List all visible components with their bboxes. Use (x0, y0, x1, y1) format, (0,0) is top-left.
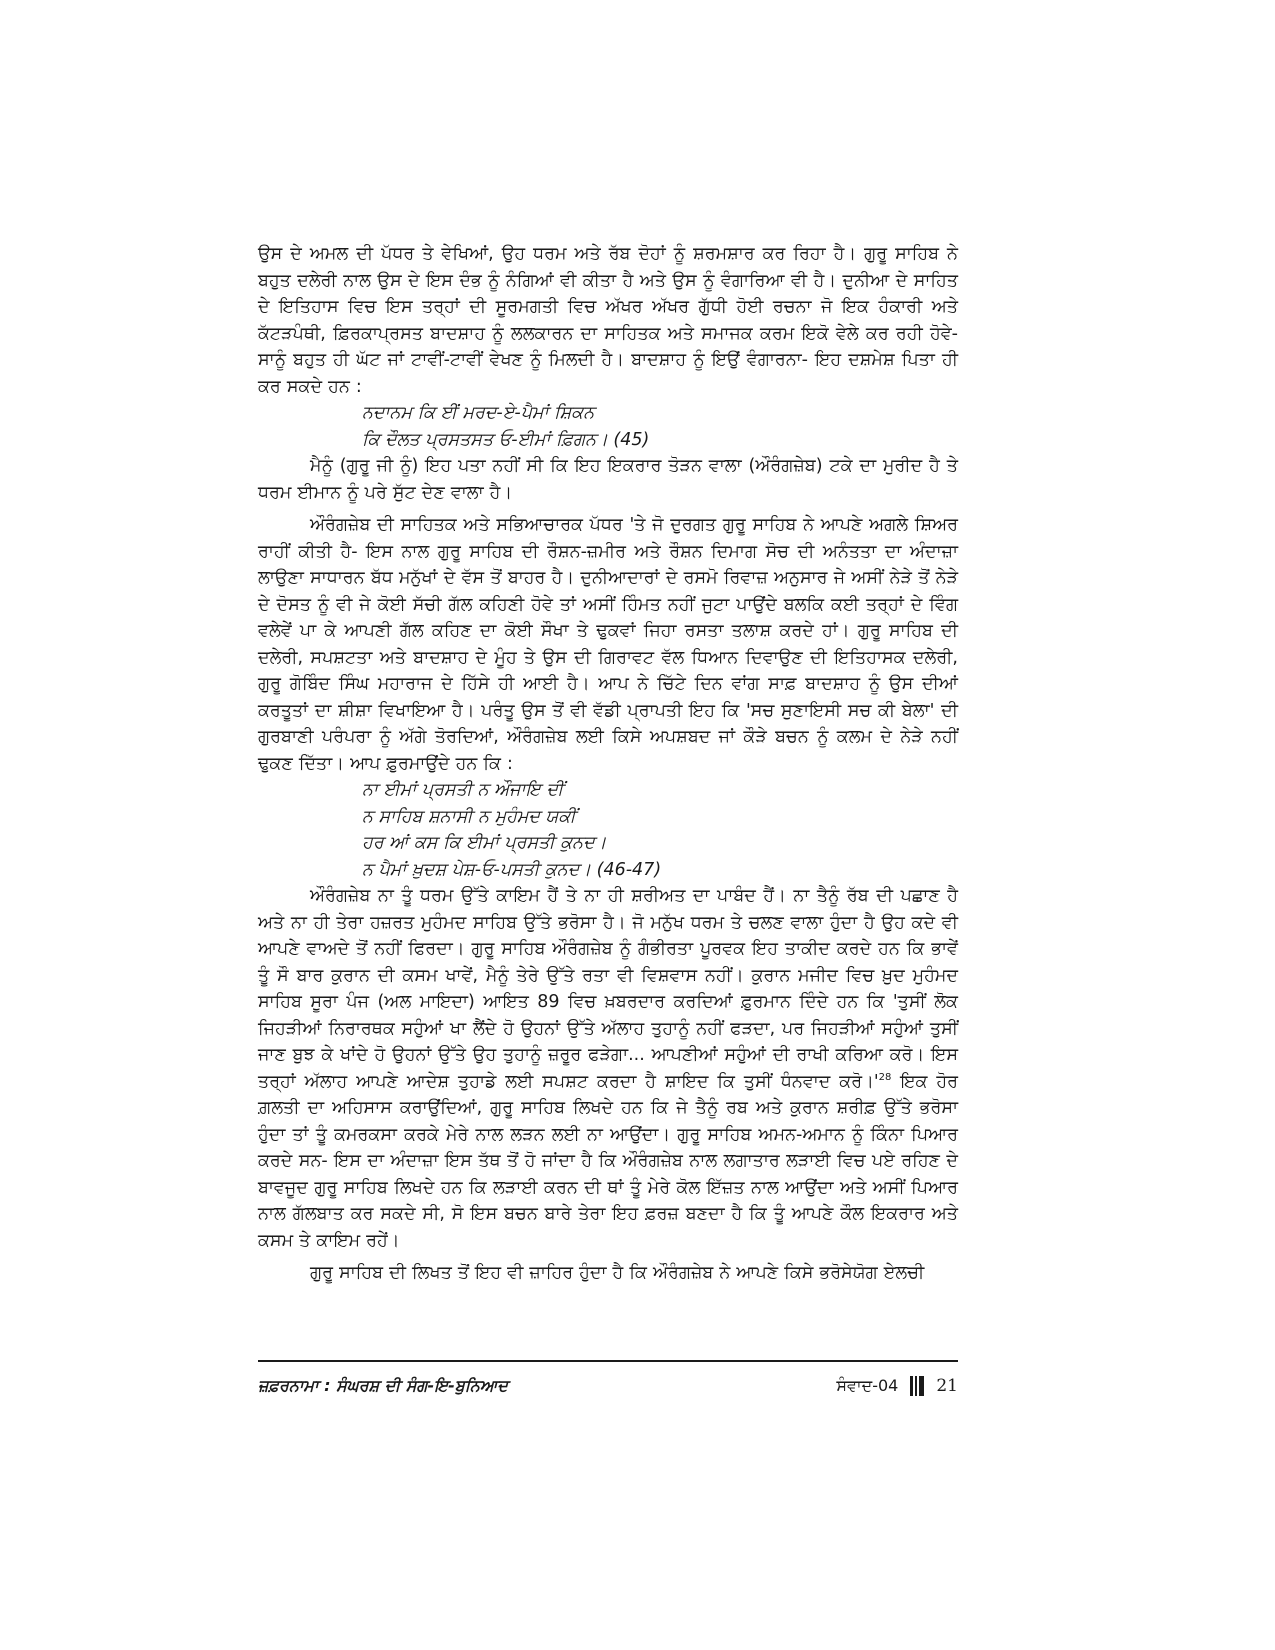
footer-rule (258, 1360, 958, 1362)
paragraph-4 (258, 883, 958, 1254)
verse-line: ਕਿ ਦੌਲਤ ਪ੍ਰਸਤਸਤ ਓ-ਈਮਾਂ ਫ਼ਿਗਨ। (45) (362, 429, 650, 450)
footnote-marker: 28 (878, 1071, 892, 1083)
barcode-icon (910, 1376, 924, 1396)
footer-issue: ਸੰਵਾਦ-04 (836, 1376, 899, 1395)
paragraph-1: ਉਸ ਦੇ ਅਮਲ ਦੀ ਪੱਧਰ ਤੇ ਵੇਖਿਆਂ, ਉਹ ਧਰਮ ਅਤੇ ਰੱਬ ਦੋਹਾਂ ਨੂੰ ਸ਼ਰਮਸ਼ਾਰ ਕਰ ਰਿਹਾ ਹੈ। ਗੁਰੂ ਸਾਹਿਬ ਨੇ ਬਹੁਤ ਦਲੇਰੀ ਨਾਲ ਉਸ ਦੇ ਇਸ ਦੰਭ ਨੂੰ ਨੰਗਿਆਂ ਵੀ ਕੀਤਾ ਹੈ ਅਤੇ ਉਸ ਨੂੰ ਵੰਗਾਰਿਆ ਵੀ ਹੈ। ਦੁਨੀਆ ਦੇ ਸਾਹਿਤ ਦੇ ਇਤਿਹਾਸ ਵਿਚ ਇਸ ਤਰ੍ਹਾਂ ਦੀ ਸੂਰਮਗਤੀ ਵਿਚ ਅੱਖਰ ਅੱਖਰ ਗੁੱਧੀ ਹੋਈ ਰਚਨਾ ਜੋ ਇਕ ਹੰਕਾਰੀ ਅਤੇ ਕੱਟੜਪੰਥੀ, ਫ਼ਿਰਕਾਪ੍ਰਸਤ ਬਾਦਸ਼ਾਹ ਨੂੰ ਲਲਕਾਰਨ ਦਾ ਸਾਹਿਤਕ ਅਤੇ ਸਮਾਜਕ ਕਰਮ ਇਕੋ ਵੇਲੇ ਕਰ ਰਹੀ ਹੋਵੇ- ਸਾਨੂੰ ਬਹੁਤ ਹੀ ਘੱਟ ਜਾਂ ਟਾਵੀਂ-ਟਾਵੀਂ ਵੇਖਣ ਨੂੰ ਮਿਲਦੀ ਹੈ। ਬਾਦਸ਼ਾਹ ਨੂੰ ਇਉਂ ਵੰਗਾਰਨਾ- ਇਹ ਦਸ਼ਮੇਸ਼ ਪਿਤਾ ਹੀ ਕਰ ਸਕਦੇ ਹਨ : (258, 244, 958, 397)
footer-book-title: ਜ਼ਫ਼ਰਨਾਮਾ : ਸੰਘਰਸ਼ ਦੀ ਸੰਗ-ਇ-ਬੁਨਿਆਦ (258, 1376, 508, 1395)
verse-line: ਨ ਪੈਮਾਂ ਖ਼ੁਦਸ਼ ਪੇਸ਼-ਓ-ਪਸਤੀ ਕੁਨਦ। (46-47) (362, 859, 662, 880)
verse-line: ਹਰ ਆਂ ਕਸ ਕਿ ਈਮਾਂ ਪ੍ਰਸਤੀ ਕੁਨਦ। (362, 833, 607, 853)
paragraph-3: ਔਰੰਗਜ਼ੇਬ ਦੀ ਸਾਹਿਤਕ ਅਤੇ ਸਭਿਆਚਾਰਕ ਪੱਧਰ 'ਤੇ ਜੋ ਦੁਰਗਤ ਗੁਰੂ ਸਾਹਿਬ ਨੇ ਆਪਣੇ ਅਗਲੇ ਸ਼ਿਅਰ ਰਾਹੀਂ ਕੀਤੀ ਹੈ- ਇਸ ਨਾਲ ਗੁਰੂ ਸਾਹਿਬ ਦੀ ਰੌਸ਼ਨ-ਜ਼ਮੀਰ ਅਤੇ ਰੌਸ਼ਨ ਦਿਮਾਗ ਸੋਚ ਦੀ ਅਨੰਤਤਾ ਦਾ ਅੰਦਾਜ਼ਾ ਲਾਉਣਾ ਸਾਧਾਰਨ ਬੱਧ ਮਨੁੱਖਾਂ ਦੇ ਵੱਸ ਤੋਂ ਬਾਹਰ ਹੈ। ਦੁਨੀਆਦਾਰਾਂ ਦੇ ਰਸਮੋ ਰਿਵਾਜ਼ ਅਨੁਸਾਰ ਜੇ ਅਸੀਂ ਨੇੜੇ ਤੋਂ ਨੇੜੇ ਦੇ ਦੋਸਤ ਨੂੰ ਵੀ ਜੇ ਕੋਈ ਸੱਚੀ ਗੱਲ ਕਹਿਣੀ ਹੋਵੇ ਤਾਂ ਅਸੀਂ ਹਿੰਮਤ ਨਹੀਂ ਜੁਟਾ ਪਾਉਂਦੇ ਬਲਕਿ ਕਈ ਤਰ੍ਹਾਂ ਦੇ ਵਿੰਗ ਵਲੇਵੇਂ ਪਾ ਕੇ ਆਪਣੀ ਗੱਲ ਕਹਿਣ ਦਾ ਕੋਈ ਸੌਖਾ ਤੇ ਢੁਕਵਾਂ ਜਿਹਾ ਰਸਤਾ ਤਲਾਸ਼ ਕਰਦੇ ਹਾਂ। ਗੁਰੂ ਸਾਹਿਬ ਦੀ ਦਲੇਰੀ, ਸਪਸ਼ਟਤਾ ਅਤੇ ਬਾਦਸ਼ਾਹ ਦੇ ਮੂੰਹ ਤੇ ਉਸ ਦੀ ਗਿਰਾਵਟ ਵੱਲ ਧਿਆਨ ਦਿਵਾਉਣ ਦੀ ਇਤਿਹਾਸਕ ਦਲੇਰੀ, ਗੁਰੂ ਗੋਬਿੰਦ ਸਿੰਘ ਮਹਾਰਾਜ ਦੇ ਹਿੱਸੇ ਹੀ ਆਈ ਹੈ। ਆਪ ਨੇ ਚਿੱਟੇ ਦਿਨ ਵਾਂਗ ਸਾਫ਼ ਬਾਦਸ਼ਾਹ ਨੂੰ ਉਸ ਦੀਆਂ ਕਰਤੂਤਾਂ ਦਾ ਸ਼ੀਸ਼ਾ ਵਿਖਾਇਆ ਹੈ। ਪਰੰਤੂ ਉਸ ਤੋਂ ਵੀ ਵੱਡੀ ਪ੍ਰਾਪਤੀ ਇਹ ਕਿ 'ਸਚ ਸੁਣਾਇਸੀ ਸਚ ਕੀ ਬੇਲਾ' ਦੀ ਗੁਰਬਾਣੀ ਪਰੰਪਰਾ ਨੂੰ ਅੱਗੇ ਤੋਰਦਿਆਂ, ਔਰੰਗਜ਼ੇਬ ਲਈ ਕਿਸੇ ਅਪਸ਼ਬਦ ਜਾਂ ਕੌੜੇ ਬਚਨ ਨੂੰ ਕਲਮ ਦੇ ਨੇੜੇ ਨਹੀਂ ਢੁਕਣ ਦਿੱਤਾ। ਆਪ ਫ਼ੁਰਮਾਉਂਦੇ ਹਨ ਕਿ : (258, 515, 958, 774)
paragraph-4-text-continued: ਇਕ ਹੋਰ ਗ਼ਲਤੀ ਦਾ ਅਹਿਸਾਸ ਕਰਾਉਂਦਿਆਂ, ਗੁਰੂ ਸਾਹਿਬ ਲਿਖਦੇ ਹਨ ਕਿ ਜੇ ਤੈਨੂੰ ਰਬ ਅਤੇ ਕੁਰਾਨ ਸ਼ਰੀਫ਼ ਉੱਤੇ ਭਰੋਸਾ ਹੁੰਦਾ ਤਾਂ ਤੂੰ ਕਮਰਕਸਾ ਕਰਕੇ ਮੇਰੇ ਨਾਲ ਲੜਨ ਲਈ ਨਾ ਆਉਂਦਾ। ਗੁਰੂ ਸਾਹਿਬ ਅਮਨ-ਅਮਾਨ ਨੂੰ ਕਿੰਨਾ ਪਿਆਰ ਕਰਦੇ ਸਨ- ਇਸ ਦਾ ਅੰਦਾਜ਼ਾ ਇਸ ਤੱਥ ਤੋਂ ਹੋ ਜਾਂਦਾ ਹੈ ਕਿ ਔਰੰਗਜ਼ੇਬ ਨਾਲ ਲਗਾਤਾਰ ਲੜਾਈ ਵਿਚ ਪਏ ਰਹਿਣ ਦੇ ਬਾਵਜੂਦ ਗੁਰੂ ਸਾਹਿਬ ਲਿਖਦੇ ਹਨ ਕਿ ਲੜਾਈ ਕਰਨ ਦੀ ਥਾਂ ਤੂੰ ਮੇਰੇ ਕੋਲ ਇੱਜ਼ਤ ਨਾਲ ਆਉਂਦਾ ਅਤੇ ਅਸੀਂ ਪਿਆਰ ਨਾਲ ਗੱਲਬਾਤ ਕਰ ਸਕਦੇ ਸੀ, ਸੋ ਇਸ ਬਚਨ ਬਾਰੇ ਤੇਰਾ ਇਹ ਫ਼ਰਜ਼ ਬਣਦਾ ਹੈ ਕਿ ਤੂੰ ਆਪਣੇ ਕੌਲ ਇਕਰਾਰ ਅਤੇ ਕਸਮ ਤੇ ਕਾਇਮ ਰਹੇਂ। (258, 1071, 958, 1251)
verse-line: ਨਦਾਨਮ ਕਿ ਈਂ ਮਰਦ-ਏ-ਪੈਮਾਂ ਸ਼ਿਕਨ (362, 403, 595, 423)
paragraph-4-text: ਔਰੰਗਜ਼ੇਬ ਨਾ ਤੂੰ ਧਰਮ ਉੱਤੇ ਕਾਇਮ ਹੈਂ ਤੇ ਨਾ ਹੀ ਸ਼ਰੀਅਤ ਦਾ ਪਾਬੰਦ ਹੈਂ। ਨਾ ਤੈਨੂੰ ਰੱਬ ਦੀ ਪਛਾਣ ਹੈ ਅਤੇ ਨਾ ਹੀ ਤੇਰਾ ਹਜ਼ਰਤ ਮੁਹੰਮਦ ਸਾਹਿਬ ਉੱਤੇ ਭਰੋਸਾ ਹੈ। ਜੋ ਮਨੁੱਖ ਧਰਮ ਤੇ ਚਲਣ ਵਾਲਾ ਹੁੰਦਾ ਹੈ ਉਹ ਕਦੇ ਵੀ ਆਪਣੇ ਵਾਅਦੇ ਤੋਂ ਨਹੀਂ ਫਿਰਦਾ। ਗੁਰੂ ਸਾਹਿਬ ਔਰੰਗਜ਼ੇਬ ਨੂੰ ਗੰਭੀਰਤਾ ਪੂਰਵਕ ਇਹ ਤਾਕੀਦ ਕਰਦੇ ਹਨ ਕਿ ਭਾਵੇਂ ਤੂੰ ਸੌ ਬਾਰ ਕੁਰਾਨ ਦੀ ਕਸਮ ਖਾਵੇਂ, ਮੈਨੂੰ ਤੇਰੇ ਉੱਤੇ ਰਤਾ ਵੀ ਵਿਸ਼ਵਾਸ ਨਹੀਂ। ਕੁਰਾਨ ਮਜੀਦ ਵਿਚ ਖ਼ੁਦ ਮੁਹੰਮਦ ਸਾਹਿਬ ਸੂਰਾ ਪੰਜ (ਅਲ ਮਾਇਦਾ) ਆਇਤ 89 ਵਿਚ ਖ਼ਬਰਦਾਰ ਕਰਦਿਆਂ ਫ਼ੁਰਮਾਨ ਦਿੰਦੇ ਹਨ ਕਿ 'ਤੁਸੀਂ ਲੋਕ ਜਿਹੜੀਆਂ ਨਿਰਾਰਥਕ ਸਹੁੰਆਂ ਖਾ ਲੈਂਦੇ ਹੋ ਉਹਨਾਂ ਉੱਤੇ ਅੱਲਾਹ ਤੁਹਾਨੂੰ ਨਹੀਂ ਫੜਦਾ, ਪਰ ਜਿਹੜੀਆਂ ਸਹੁੰਆਂ ਤੁਸੀਂ ਜਾਣ ਬੁਝ ਕੇ ਖਾਂਦੇ ਹੋ ਉਹਨਾਂ ਉੱਤੇ ਉਹ ਤੁਹਾਨੂੰ ਜ਼ਰੂਰ ਫੜੇਗਾ... ਆਪਣੀਆਂ ਸਹੁੰਆਂ ਦੀ ਰਾਖੀ ਕਰਿਆ ਕਰੋ। ਇਸ ਤਰ੍ਹਾਂ ਅੱਲਾਹ ਆਪਣੇ ਆਦੇਸ਼ ਤੁਹਾਡੇ ਲਈ ਸਪਸ਼ਟ ਕਰਦਾ ਹੈ ਸ਼ਾਇਦ ਕਿ ਤੁਸੀਂ ਧੰਨਵਾਦ ਕਰੋ।' (258, 886, 958, 1092)
paragraph-5: ਗੁਰੂ ਸਾਹਿਬ ਦੀ ਲਿਖਤ ਤੋਂ ਇਹ ਵੀ ਜ਼ਾਹਿਰ ਹੁੰਦਾ ਹੈ ਕਿ ਔਰੰਗਜ਼ੇਬ ਨੇ ਆਪਣੇ ਕਿਸੇ ਭਰੋਸੇਯੋਗ ਏਲਚੀ (310, 1263, 925, 1283)
footer-right (836, 1374, 958, 1398)
page-number: 21 (936, 1376, 958, 1396)
verse-block-2 (258, 777, 958, 883)
verse-line: ਨ ਸਾਹਿਬ ਸ਼ਨਾਸੀ ਨ ਮੁਹੰਮਦ ਯਕੀਂ (362, 806, 576, 827)
paragraph-2: ਮੈਨੂੰ (ਗੁਰੂ ਜੀ ਨੂੰ) ਇਹ ਪਤਾ ਨਹੀਂ ਸੀ ਕਿ ਇਹ ਇਕਰਾਰ ਤੋੜਨ ਵਾਲਾ (ਔਰੰਗਜ਼ੇਬ) ਟਕੇ ਦਾ ਮੁਰੀਦ ਹੈ ਤੇ ਧਰਮ ਈਮਾਨ ਨੂੰ ਪਰੇ ਸੁੱਟ ਦੇਣ ਵਾਲਾ ਹੈ। (258, 456, 958, 503)
page-footer (258, 1374, 958, 1404)
page-body (258, 241, 958, 1287)
verse-line: ਨਾ ਈਮਾਂ ਪ੍ਰਸਤੀ ਨ ਔਜਾਇ ਦੀਂ (362, 780, 564, 800)
verse-block-1 (258, 400, 958, 453)
